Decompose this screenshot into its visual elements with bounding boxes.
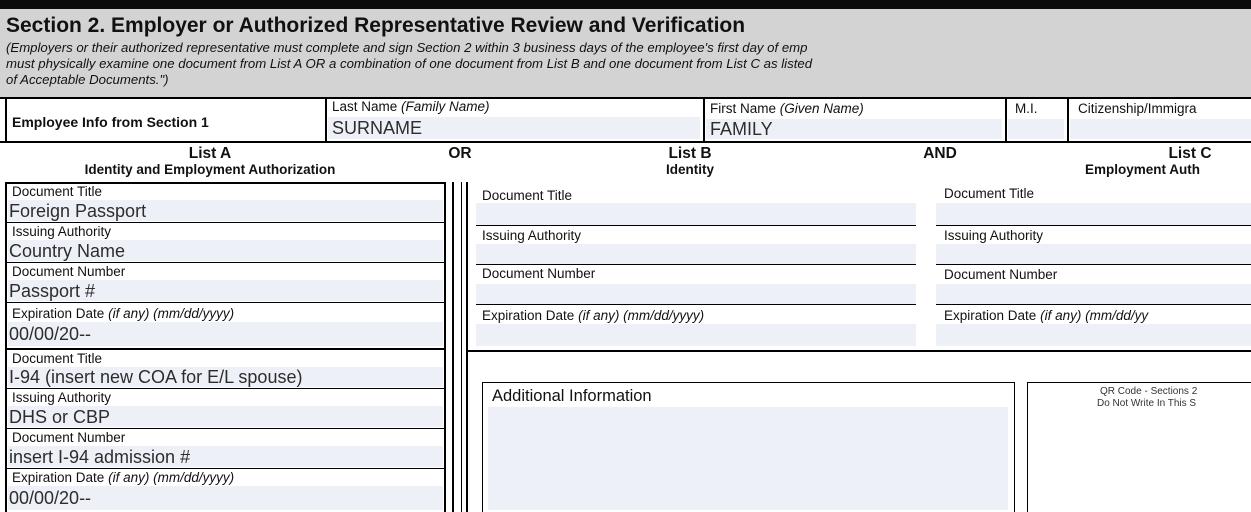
citizenship-label: Citizenship/Immigra	[1078, 101, 1197, 116]
issuing-authority-value: Country Name	[9, 241, 126, 261]
divider	[1005, 99, 1007, 143]
divider	[936, 225, 1251, 226]
list-c-doc-number-field[interactable]	[936, 284, 1251, 304]
divider	[703, 99, 705, 143]
list-c-doc-title-label: Document Title	[944, 186, 1035, 201]
employee-info-label: Employee Info from Section 1	[12, 114, 209, 130]
issuing-authority-value: DHS or CBP	[9, 407, 111, 427]
last-name-label: Last Name (Family Name)	[332, 99, 490, 114]
doc-number-value: Passport #	[9, 281, 96, 301]
list-b-expiration-label: Expiration Date (if any) (mm/dd/yyyy)	[482, 308, 705, 323]
divider	[936, 264, 1251, 265]
doc-number-value: insert I-94 admission #	[9, 447, 191, 467]
expiration-label: Expiration Date (if any) (mm/dd/yyyy)	[12, 470, 235, 485]
divider	[476, 264, 916, 265]
doc-number-label: Document Number	[12, 430, 126, 445]
first-name-label: First Name (Given Name)	[710, 101, 864, 116]
middle-initial-label: M.I.	[1015, 101, 1038, 116]
first-name-value: FAMILY	[710, 119, 773, 139]
doc-title-label: Document Title	[12, 184, 103, 199]
doc-number-label: Document Number	[12, 264, 126, 279]
list-c-subtitle: Employment Auth	[1085, 162, 1201, 177]
last-name-value: SURNAME	[332, 118, 423, 138]
list-b-issuing-authority-field[interactable]	[476, 244, 916, 264]
list-a-title: List A	[188, 145, 232, 162]
divider	[476, 304, 916, 305]
divider	[325, 99, 327, 143]
divider	[476, 225, 916, 226]
list-b-doc-title-label: Document Title	[482, 188, 573, 203]
list-c-title: List C	[1168, 145, 1212, 162]
divider	[5, 348, 446, 350]
qr-code-label: QR Code - Sections 2	[1100, 386, 1198, 397]
list-c-doc-title-field[interactable]	[936, 203, 1251, 225]
divider	[5, 468, 446, 469]
list-b-doc-title-field[interactable]	[476, 203, 916, 225]
middle-initial-field[interactable]	[1008, 119, 1064, 139]
divider	[5, 222, 446, 223]
list-b-expiration-field[interactable]	[476, 324, 916, 346]
divider	[5, 302, 446, 303]
top-rule	[0, 0, 1251, 9]
instruction-line: of Acceptable Documents.")	[6, 72, 169, 87]
list-b-title: List B	[668, 145, 712, 162]
instruction-line: must physically examine one document from List A OR a combination of one document from List B and one document from List C as listed	[6, 56, 813, 71]
list-b-doc-number-label: Document Number	[482, 266, 596, 281]
additional-info-field[interactable]	[488, 407, 1008, 510]
issuing-authority-label: Issuing Authority	[12, 224, 112, 239]
and-label: AND	[923, 145, 957, 162]
list-b-issuing-authority-label: Issuing Authority	[482, 228, 582, 243]
expiration-label: Expiration Date (if any) (mm/dd/yyyy)	[12, 306, 235, 321]
divider	[466, 182, 468, 512]
divider	[5, 388, 446, 389]
divider	[5, 428, 446, 429]
list-c-expiration-label: Expiration Date (if any) (mm/dd/yy	[944, 308, 1149, 323]
list-a-subtitle: Identity and Employment Authorization	[84, 162, 336, 177]
divider	[5, 99, 7, 143]
section-title: Section 2. Employer or Authorized Representative Review and Verification	[6, 14, 746, 37]
doc-title-value: Foreign Passport	[9, 201, 147, 221]
doc-title-label: Document Title	[12, 351, 103, 366]
divider	[1067, 99, 1069, 143]
column-gutter	[452, 182, 462, 512]
instruction-line: (Employers or their authorized representative must complete and sign Section 2 within 3 business days of the employee's first day of emp	[6, 40, 808, 55]
qr-code-notice: Do Not Write In This S	[1097, 398, 1197, 409]
list-c-doc-number-label: Document Number	[944, 267, 1058, 282]
section-instructions	[6, 40, 1251, 88]
list-b-subtitle: Identity	[665, 162, 714, 177]
doc-title-value: I-94 (insert new COA for E/L spouse)	[9, 367, 303, 387]
divider	[5, 262, 446, 263]
list-b-doc-number-field[interactable]	[476, 284, 916, 304]
or-label: OR	[448, 145, 472, 162]
issuing-authority-label: Issuing Authority	[12, 390, 112, 405]
citizenship-field[interactable]	[1070, 119, 1251, 139]
list-c-issuing-authority-label: Issuing Authority	[944, 228, 1044, 243]
expiration-value: 00/00/20--	[9, 488, 92, 508]
additional-info-label: Additional Information	[492, 387, 652, 405]
list-c-issuing-authority-field[interactable]	[936, 244, 1251, 264]
expiration-value: 00/00/20--	[9, 324, 92, 344]
divider	[466, 350, 1251, 352]
list-c-expiration-field[interactable]	[936, 324, 1251, 346]
divider	[936, 304, 1251, 305]
